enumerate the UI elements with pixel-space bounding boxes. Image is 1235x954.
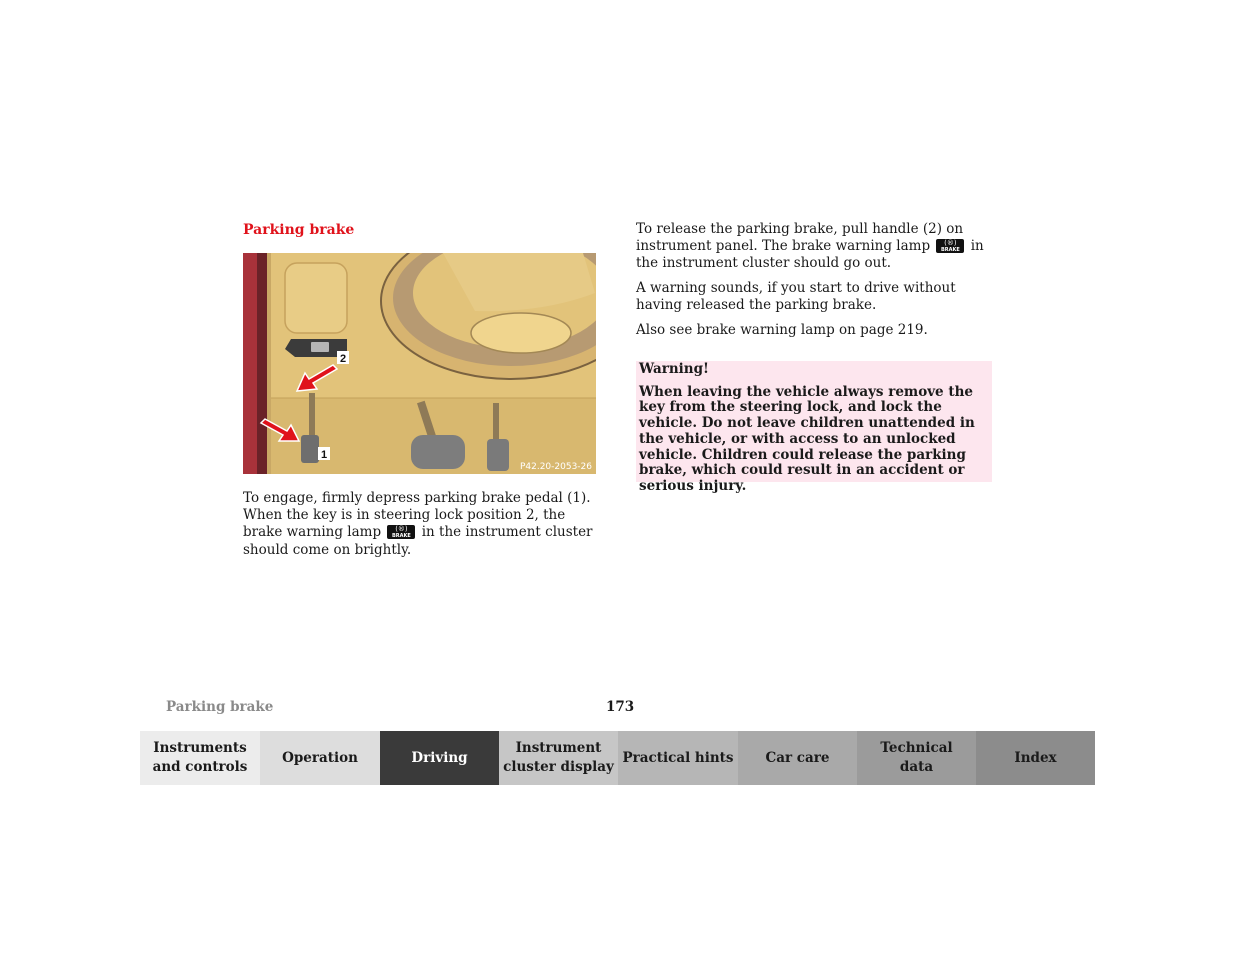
- figure-code: P42.20-2053-26: [519, 462, 592, 472]
- nav-tab-label: Instruments: [153, 740, 247, 756]
- engage-text-2: in the instrument cluster should come on brightly.: [243, 524, 593, 558]
- lamp-symbol: (®): [944, 239, 957, 248]
- footer-section-label: Parking brake: [166, 699, 274, 715]
- nav-tab-label-line2: data: [899, 759, 934, 775]
- nav-tab-label: Driving: [411, 749, 468, 766]
- nav-tab-driving[interactable]: [380, 731, 499, 785]
- nav-tab-index[interactable]: [976, 731, 1095, 785]
- release-instructions: [636, 221, 994, 273]
- engage-instructions: [243, 490, 598, 559]
- chapter-navigation: [140, 731, 1095, 785]
- nav-tab-label: Operation: [282, 749, 358, 766]
- warning-box: [636, 361, 992, 494]
- parking-brake-illustration: [243, 253, 596, 474]
- warning-sound-text: A warning sounds, if you start to drive without having released the parking brake.: [636, 280, 956, 314]
- nav-tab-technical-data[interactable]: [857, 731, 976, 785]
- callout-2-label: 2: [339, 353, 347, 365]
- nav-tab-label: Index: [1014, 749, 1057, 766]
- brake-warning-lamp-icon: [936, 239, 964, 253]
- nav-tab-label: Car care: [765, 749, 830, 766]
- see-also-text: Also see brake warning lamp on page 219.: [636, 322, 928, 338]
- dashboard-drawing: [243, 253, 596, 474]
- lamp-label: BRAKE: [940, 247, 960, 254]
- release-text-1: To release the parking brake, pull handle (2) on instrument panel. The brake warning lamp: [636, 221, 964, 255]
- nav-tab-label: Technical: [880, 740, 953, 756]
- nav-tab-label: Practical hints: [622, 749, 734, 766]
- nav-tab-label: Instrument: [515, 740, 602, 756]
- brake-warning-lamp-icon: [387, 525, 415, 539]
- nav-tab-car-care[interactable]: [738, 731, 857, 785]
- callout-1-label: 1: [320, 449, 328, 461]
- lamp-label: BRAKE: [392, 533, 411, 540]
- lamp-symbol: (®): [395, 525, 408, 534]
- nav-tab-practical-hints[interactable]: [618, 731, 738, 785]
- nav-tab-operation[interactable]: [260, 731, 380, 785]
- section-title: Parking brake: [243, 222, 355, 238]
- engage-text-1: To engage, firmly depress parking brake pedal (1). When the key is in steering lock position 2, the brake warning lamp: [243, 490, 591, 541]
- page-number: 173: [606, 699, 635, 715]
- nav-tab-label-line2: and controls: [152, 759, 248, 775]
- nav-tab-instruments-and-controls[interactable]: [140, 731, 260, 785]
- warning-body: When leaving the vehicle always remove the key from the steering lock, and lock the vehicle. Do not leave children unattended in the vehicle, or with access to an unlocked vehicle. Children could release the parking brake, which could result in an accident or serious injury.: [639, 383, 975, 494]
- nav-tab-label-line2: cluster display: [503, 759, 614, 775]
- release-text-2: in the instrument cluster should go out.: [636, 238, 984, 272]
- warning-title: Warning!: [639, 361, 709, 377]
- nav-tab-instrument-cluster-display[interactable]: [499, 731, 618, 785]
